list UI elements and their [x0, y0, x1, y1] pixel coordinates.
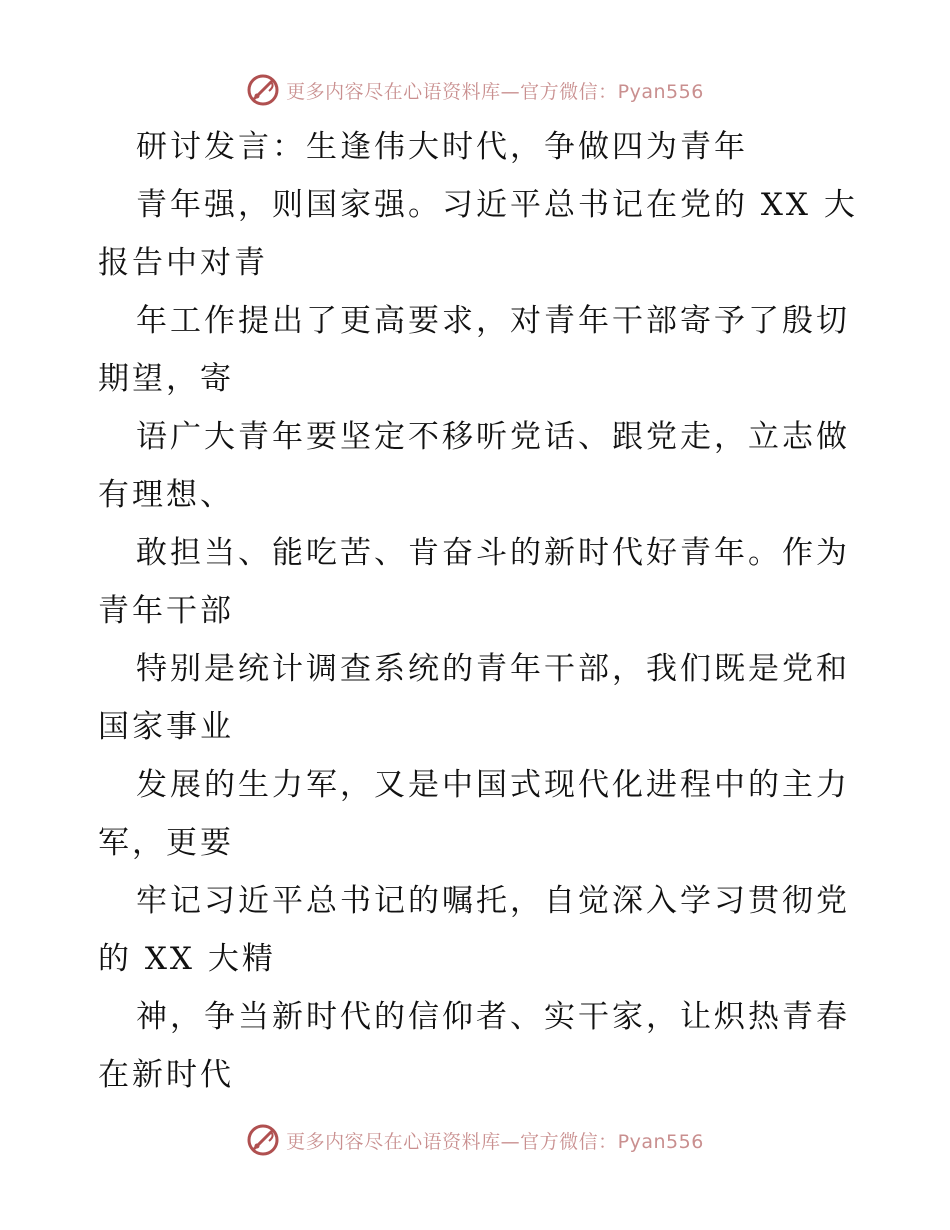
paragraph-line: 国家事业 [98, 709, 234, 745]
watermark-text: 更多内容尽在心语资料库—官方微信：Pyan556 [286, 1130, 704, 1153]
quill-pen-logo-icon [246, 1123, 280, 1157]
paragraph-line: 牢记习近平总书记的嘱托，自觉深入学习贯彻党 [136, 883, 850, 919]
paragraph-line: 神，争当新时代的信仰者、实干家，让炽热青春 [136, 999, 850, 1035]
paragraph-line: 年工作提出了更高要求，对青年干部寄予了殷切 [136, 303, 850, 339]
paragraph-line: 报告中对青 [98, 245, 268, 281]
paragraph-line: 在新时代 [98, 1057, 234, 1093]
paragraph-line: 期望，寄 [98, 361, 234, 397]
paragraph-line: 特别是统计调查系统的青年干部，我们既是党和 [136, 651, 850, 687]
paragraph-line: 敢担当、能吃苦、肯奋斗的新时代好青年。作为 [136, 535, 850, 571]
document-title: 研讨发言：生逢伟大时代，争做四为青年 [136, 129, 748, 165]
paragraph-line: 发展的生力军，又是中国式现代化进程中的主力 [136, 767, 850, 803]
footer-watermark [0, 1120, 950, 1160]
paragraph-line: 有理想、 [98, 477, 234, 513]
paragraph-line: 语广大青年要坚定不移听党话、跟党走，立志做 [136, 419, 850, 455]
paragraph-line: 青年强，则国家强。习近平总书记在党的 XX 大 [136, 187, 858, 223]
quill-pen-logo-icon [246, 73, 280, 107]
header-watermark [0, 70, 950, 110]
watermark-text: 更多内容尽在心语资料库—官方微信：Pyan556 [286, 80, 704, 103]
paragraph-line: 军，更要 [98, 825, 234, 861]
paragraph-line: 青年干部 [98, 593, 234, 629]
document-body [98, 118, 858, 1104]
paragraph-line: 的 XX 大精 [98, 941, 276, 977]
